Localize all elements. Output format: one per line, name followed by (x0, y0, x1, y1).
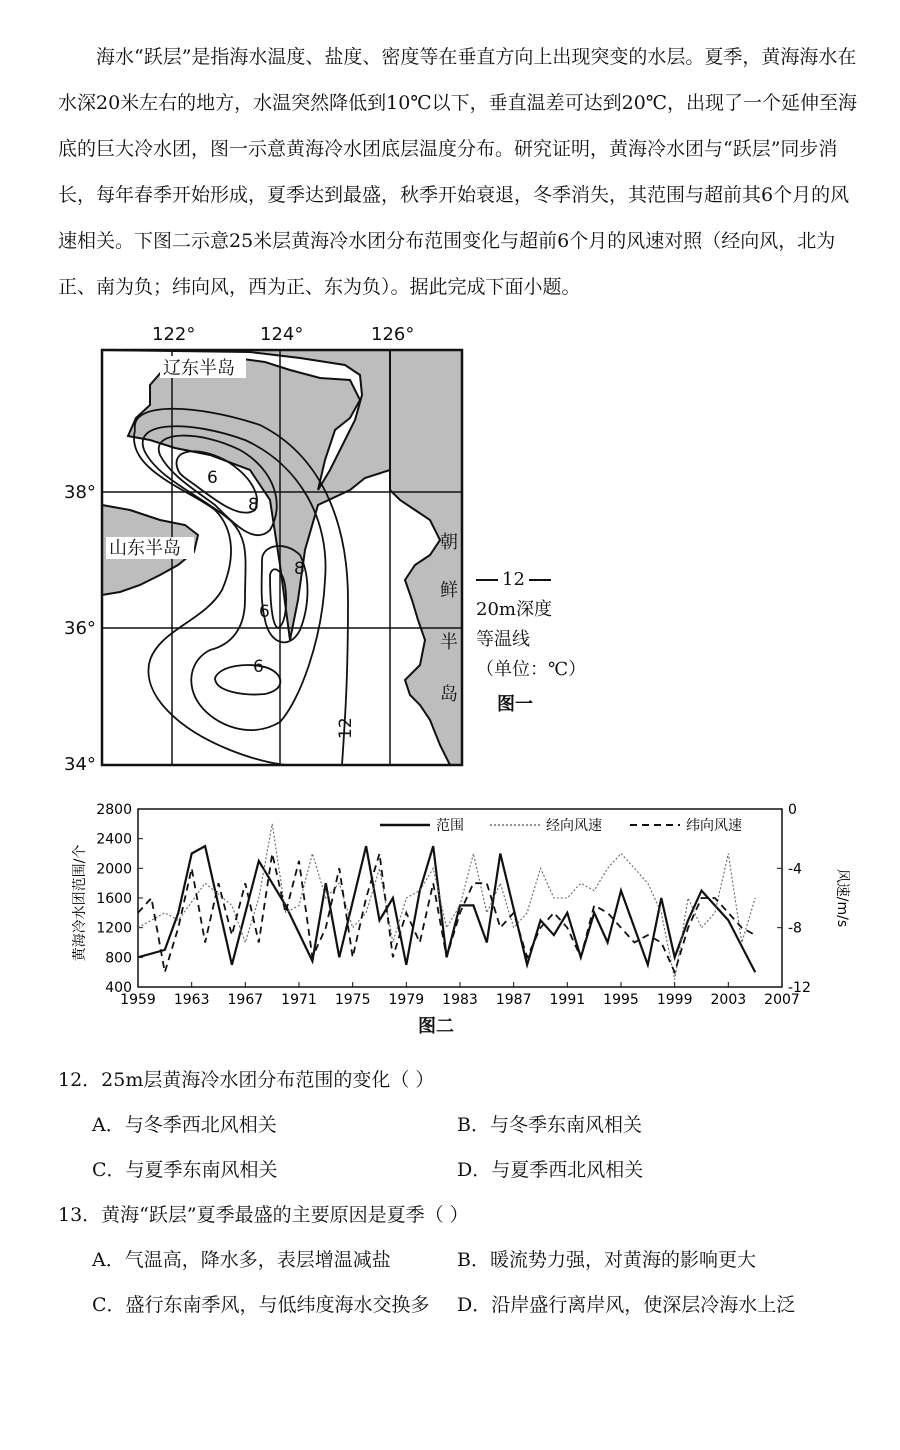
y-tick-left-label: 2400 (96, 831, 132, 848)
y-tick-right-label: -4 (788, 861, 802, 878)
q12-option-c[interactable]: C．与夏季东南风相关 (92, 1159, 278, 1181)
legend-line3: （单位：℃） (476, 659, 587, 680)
chart-legend (380, 817, 742, 834)
question-12-stem: 12．25m层黄海冷水团分布范围的变化（ ） (58, 1069, 435, 1091)
lat-label: 36° (64, 618, 96, 639)
contour-label: 6 (207, 468, 218, 488)
series-range-line (138, 846, 755, 972)
y-tick-left-label: 800 (105, 950, 132, 967)
figure2-caption: 图二 (418, 1016, 454, 1037)
figure1-caption: 图一 (497, 694, 533, 715)
figure2-chart (0, 795, 900, 1010)
contour-label: 6 (253, 657, 264, 677)
legend-entry: 经向风速 (546, 818, 602, 834)
y-tick-left-label: 1600 (96, 891, 132, 907)
contour-label: 6 (259, 602, 270, 622)
x-tick-label: 1987 (495, 992, 532, 1008)
q13-option-a[interactable]: A．气温高，降水多，表层增温减盐 (92, 1249, 391, 1271)
x-tick-label: 1983 (442, 992, 478, 1008)
x-tick-label: 2007 (764, 992, 800, 1008)
contour-label: 8 (248, 495, 259, 515)
plot-frame (138, 809, 782, 987)
y-tick-left-label: 400 (105, 980, 132, 996)
lat-label: 38° (64, 482, 96, 503)
y-tick-right-label: -8 (788, 920, 802, 937)
x-tick-label: 1975 (334, 992, 371, 1008)
lat-label: 34° (64, 754, 96, 775)
x-tick-label: 2003 (710, 992, 747, 1008)
place-korea: 岛 (440, 684, 458, 705)
x-tick-label: 1979 (388, 992, 425, 1008)
y-axis-label-right: 风速/m/s (834, 868, 850, 928)
y-tick-right-label: -12 (788, 980, 811, 996)
legend-line1: 20m深度 (476, 599, 552, 620)
question-13-stem: 13．黄海“跃层”夏季最盛的主要原因是夏季（ ） (58, 1204, 469, 1226)
lon-label: 124° (260, 324, 304, 345)
q12-option-a[interactable]: A．与冬季西北风相关 (92, 1114, 277, 1136)
y-tick-left-label: 1200 (96, 920, 132, 937)
contour-label: 12 (336, 717, 356, 739)
x-tick-label: 1971 (281, 992, 317, 1008)
q12-option-d[interactable]: D．与夏季西北风相关 (457, 1159, 644, 1181)
y-axis-label-left: 黄海冷水团范围/个 (72, 844, 88, 962)
map-legend (476, 565, 586, 685)
q13-option-d[interactable]: D．沿岸盛行离岸风，使深层冷海水上泛 (457, 1294, 796, 1316)
land-liaodong (102, 350, 390, 640)
legend-line2: 等温线 (476, 629, 530, 650)
x-tick-label: 1967 (227, 992, 264, 1008)
q13-option-c[interactable]: C．盛行东南季风，与低纬度海水交换多 (92, 1294, 430, 1316)
place-korea: 半 (440, 632, 458, 653)
x-tick-label: 1999 (656, 992, 693, 1008)
lon-label: 122° (152, 324, 196, 345)
lon-label: 126° (371, 324, 415, 345)
place-liaodong: 辽东半岛 (163, 358, 235, 379)
y-tick-right-label: 0 (788, 802, 797, 818)
place-korea: 朝 (440, 532, 458, 553)
x-tick-label: 1991 (549, 992, 586, 1008)
place-korea: 鲜 (440, 580, 458, 601)
q12-option-b[interactable]: B．与冬季东南风相关 (457, 1114, 642, 1136)
y-tick-left-label: 2000 (96, 861, 132, 878)
x-tick-label: 1995 (603, 992, 639, 1008)
x-tick-label: 1959 (120, 992, 156, 1008)
legend-entry: 纬向风速 (686, 818, 742, 834)
place-shandong: 山东半岛 (109, 538, 181, 559)
passage-text: 海水“跃层”是指海水温度、盐度、密度等在垂直方向上出现突变的水层。夏季，黄海海水在水深20米左右的地方，水温突然降低到10℃以下，垂直温差可达到20℃，出现了一个延伸至海底的巨大冷水团，图一示意黄海冷水团底层温度分布。研究证明，黄海冷水团与“跃层”同步消长，每年春季开始形成，夏季达到最盛，秋季开始衰退，冬季消失，其范围与超前其6个月的风速相关。下图二示意25米层黄海冷水团分布范围变化与超前6个月的风速对照（经向风，北为正、南为负；纬向风，西为正、东为负）。据此完成下面小题。 (58, 46, 858, 298)
q13-option-b[interactable]: B．暖流势力强，对黄海的影响更大 (457, 1249, 756, 1271)
isotherm-6-south (215, 665, 280, 694)
legend-entry: 范围 (436, 818, 464, 834)
contour-label: 8 (294, 559, 305, 579)
y-tick-left-label: 2800 (96, 802, 132, 818)
legend-value: 12 (502, 569, 525, 590)
x-tick-label: 1963 (173, 992, 210, 1008)
legend-line (476, 565, 586, 595)
